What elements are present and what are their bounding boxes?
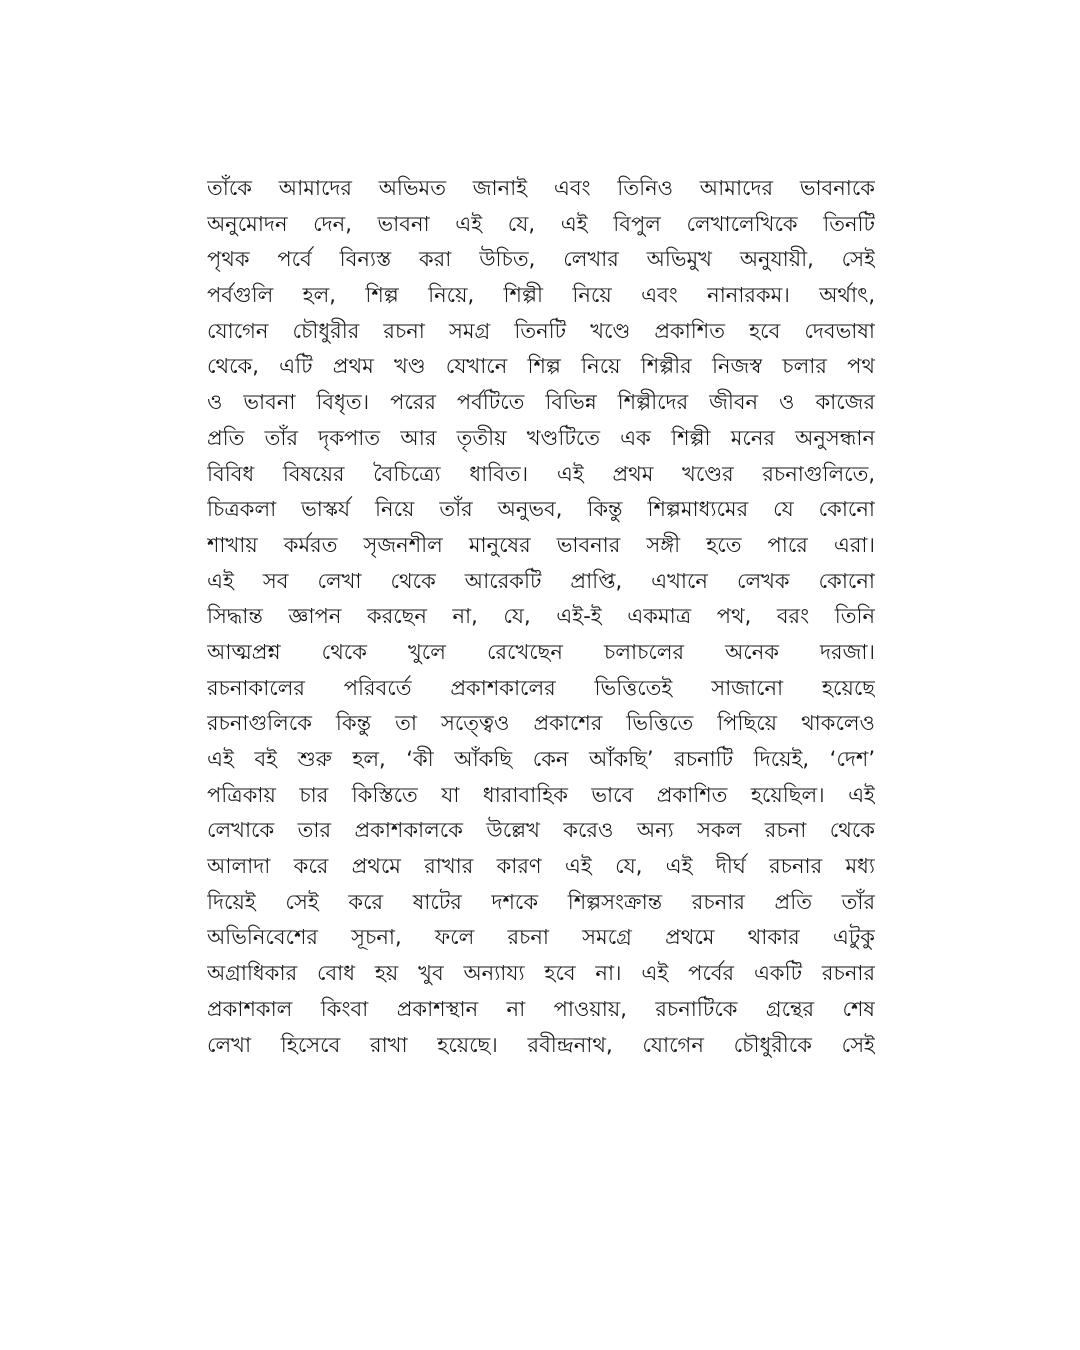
text-line: অনুমোদন দেন, ভাবনা এই যে, এই বিপুল লেখালেখিকে তিনটি xyxy=(207,211,875,236)
text-line: অগ্রাধিকার বোধ হয় খুব অন্যায্য হবে না। এই পর্বের একটি রচনার xyxy=(207,961,875,986)
text-line: লেখাকে তার প্রকাশকালকে উল্লেখ করেও অন্য সকল রচনা থেকে xyxy=(207,818,875,843)
text-line: তাঁকে আমাদের অভিমত জানাই এবং তিনিও আমাদের ভাবনাকে xyxy=(207,176,875,200)
text-line: বিবিধ বিষয়ের বৈচিত্র্যে ধাবিত। এই প্রথম খণ্ডের রচনাগুলিতে, xyxy=(207,461,875,486)
text-line: চিত্রকলা ভাস্কর্য নিয়ে তাঁর অনুভব, কিন্তু শিল্পমাধ্যমের যে কোনো xyxy=(207,497,875,522)
text-line: পৃথক পর্বে বিন্যস্ত করা উচিত, লেখার অভিমুখ অনুযায়ী, সেই xyxy=(207,247,875,272)
text-line: রচনাকালের পরিবর্তে প্রকাশকালের ভিত্তিতেই সাজানো হয়েছে xyxy=(207,675,875,700)
text-line: থেকে, এটি প্রথম খণ্ড যেখানে শিল্প নিয়ে শিল্পীর নিজস্ব চলার পথ xyxy=(207,354,875,379)
text-line: প্রতি তাঁর দৃকপাত আর তৃতীয় খণ্ডটিতে এক শিল্পী মনের অনুসন্ধান xyxy=(207,425,875,450)
text-line: পত্রিকায় চার কিস্তিতে যা ধারাবাহিক ভাবে প্রকাশিত হয়েছিল। এই xyxy=(207,782,875,807)
body-text xyxy=(207,171,875,1063)
text-line: এই সব লেখা থেকে আরেকটি প্রাপ্তি, এখানে লেখক কোনো xyxy=(207,568,875,593)
text-line: পর্বগুলি হল, শিল্প নিয়ে, শিল্পী নিয়ে এবং নানারকম। অর্থাৎ, xyxy=(207,283,875,308)
text-line: ও ভাবনা বিধৃত। পরের পর্বটিতে বিভিন্ন শিল্পীদের জীবন ও কাজের xyxy=(207,390,875,415)
text-line: যোগেন চৌধুরীর রচনা সমগ্র তিনটি খণ্ডে প্রকাশিত হবে দেবভাষা xyxy=(207,318,875,343)
text-line: অভিনিবেশের সূচনা, ফলে রচনা সমগ্রে প্রথমে থাকার এটুকু xyxy=(207,925,875,950)
text-line: দিয়েই সেই করে ষাটের দশকে শিল্পসংক্রান্ত রচনার প্রতি তাঁর xyxy=(207,889,875,914)
text-line: আলাদা করে প্রথমে রাখার কারণ এই যে, এই দীর্ঘ রচনার মধ্য xyxy=(207,854,875,879)
text-line: লেখা হিসেবে রাখা হয়েছে। রবীন্দ্রনাথ, যোগেন চৌধুরীকে সেই xyxy=(207,1032,875,1057)
text-line: আত্মপ্রশ্ন থেকে খুলে রেখেছেন চলাচলের অনেক দরজা। xyxy=(207,639,875,664)
text-line: শাখায় কর্মরত সৃজনশীল মানুষের ভাবনার সঙ্গী হতে পারে এরা। xyxy=(207,532,875,557)
text-line: প্রকাশকাল কিংবা প্রকাশস্থান না পাওয়ায়, রচনাটিকে গ্রন্থের শেষ xyxy=(207,996,875,1021)
text-line: রচনাগুলিকে কিন্তু তা সত্ত্বেও প্রকাশের ভিত্তিতে পিছিয়ে থাকলেও xyxy=(207,711,875,736)
text-line: সিদ্ধান্ত জ্ঞাপন করছেন না, যে, এই-ই একমাত্র পথ, বরং তিনি xyxy=(207,604,875,629)
text-line: এই বই শুরু হল, ‘কী আঁকছি কেন আঁকছি’ রচনাটি দিয়েই, ‘দেশ’ xyxy=(207,747,875,771)
